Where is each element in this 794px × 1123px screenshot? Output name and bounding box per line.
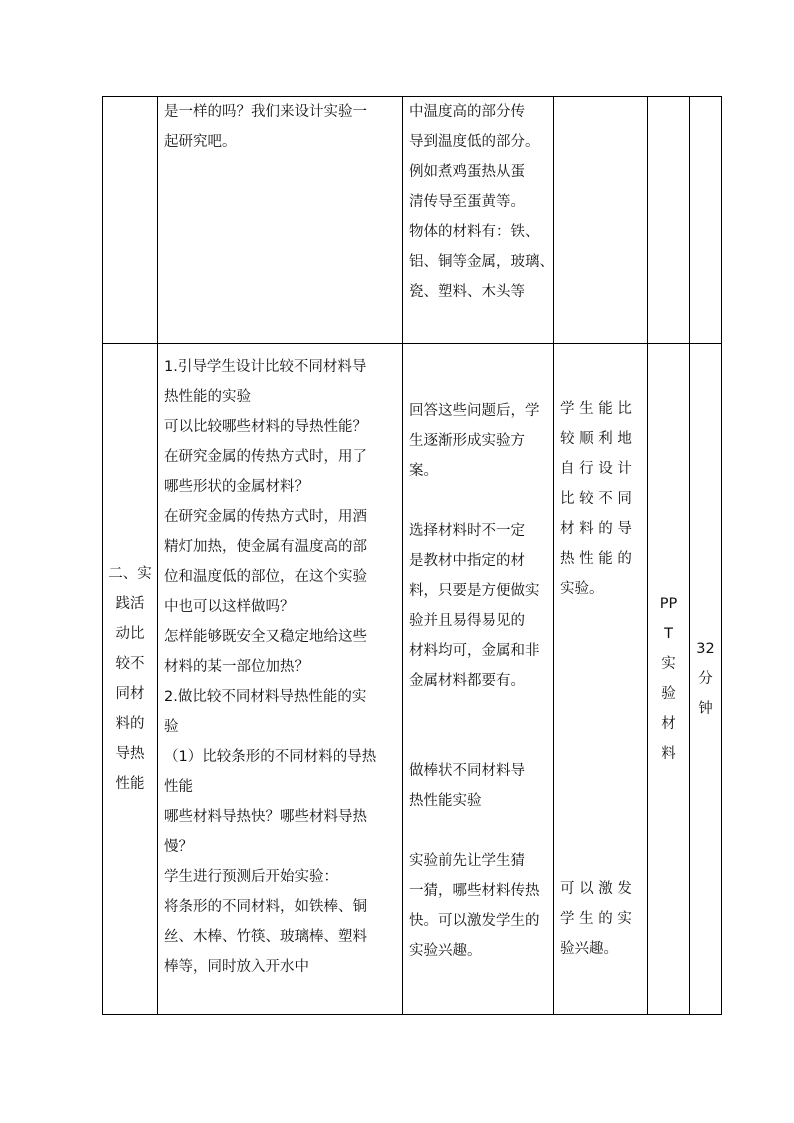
student-activity-line: 实验兴趣。: [409, 943, 482, 959]
table-row: [103, 344, 722, 1015]
procedure-text-line: 1.引导学生设计比较不同材料导: [164, 359, 367, 375]
student-activity-line: 热性能实验: [409, 793, 482, 809]
procedure-text-line: 慢？: [164, 839, 193, 855]
time-line: 32: [696, 641, 715, 657]
procedure-text-line: 在研究金属的传热方式时，用酒: [164, 509, 367, 525]
procedure-text-line: 哪些形状的金属材料？: [164, 479, 309, 495]
procedure-text-line: （1）比较条形的不同材料的导热: [164, 749, 377, 765]
procedure-text-line: 热性能的实验: [164, 389, 251, 405]
procedure-cell: [158, 344, 403, 1015]
intent-cell: [554, 344, 648, 1015]
design-intent-line: 自 行 设 计: [560, 461, 632, 477]
design-intent-line: 材 料 的 导: [560, 521, 632, 537]
student-activity-line: 金属材料都要有。: [409, 673, 525, 689]
student-activity-line: 瓷、塑料、木头等: [409, 284, 525, 300]
procedure-text-line: 起研究吧。: [164, 134, 237, 150]
lesson-plan-table: [102, 96, 722, 1015]
stage-title-line: 较不: [115, 656, 145, 672]
procedure-text-line: 性能: [164, 779, 193, 795]
stage-title-line: 动比: [115, 626, 145, 642]
procedure-text-line: 丝、木棒、竹筷、玻璃棒、塑料: [164, 929, 367, 945]
design-intent-line: 学 生 的 实: [560, 911, 632, 927]
student-activity-line: 选择材料时不一定: [409, 523, 525, 539]
student-activity-line: 回答这些问题后，学: [409, 403, 540, 419]
procedure-text-line: 可以比较哪些材料的导热性能？: [164, 419, 367, 435]
stage-cell: [103, 97, 158, 344]
procedure-text-line: 怎样能够既安全又稳定地给这些: [164, 629, 367, 645]
design-intent-line: 验兴趣。: [560, 941, 618, 957]
stage-title-line: 同材: [115, 686, 145, 702]
procedure-text-line: 哪些材料导热快？哪些材料导热: [164, 809, 367, 825]
resource-line: 料: [661, 746, 676, 762]
time-line: 钟: [698, 701, 713, 717]
table-row: [103, 97, 722, 344]
procedure-text-line: 中也可以这样做吗？: [164, 599, 295, 615]
procedure-text-line: 精灯加热，使金属有温度高的部: [164, 539, 367, 555]
design-intent-line: 比 较 不 同: [560, 491, 632, 507]
procedure-text-line: 是一样的吗？我们来设计实验一: [164, 104, 367, 120]
stage-title-line: 导热: [115, 746, 145, 762]
design-intent-line: 学 生 能 比: [560, 401, 632, 417]
student-activity-line: 实验前先让学生猜: [409, 853, 525, 869]
student-activity-line: 物体的材料有：铁、: [409, 224, 540, 240]
student-activity-line: 导到温度低的部分。: [409, 134, 540, 150]
procedure-text-line: 将条形的不同材料，如铁棒、铜: [164, 899, 367, 915]
student-activity-line: 铝、铜等金属，玻璃、: [409, 254, 554, 270]
resource-line: 材: [661, 716, 676, 732]
student-activity-line: 快。可以激发学生的: [409, 913, 540, 929]
procedure-text-line: 位和温度低的部位，在这个实验: [164, 569, 367, 585]
student-activity-cell: [403, 97, 554, 344]
resource-cell: [648, 97, 690, 344]
time-cell: [690, 97, 722, 344]
time-line: 分: [698, 671, 713, 687]
stage-cell: [103, 344, 158, 1015]
resource-line: 验: [661, 686, 676, 702]
stage-title-line: 践活: [115, 596, 145, 612]
stage-title-line: 二、实: [108, 566, 152, 582]
student-activity-line: 中温度高的部分传: [409, 104, 525, 120]
student-activity-cell: [403, 344, 554, 1015]
intent-cell: [554, 97, 648, 344]
design-intent-line: 实验。: [560, 581, 604, 597]
design-intent-line: 较 顺 利 地: [560, 431, 632, 447]
time-cell: [690, 344, 722, 1015]
student-activity-line: 验并且易得易见的: [409, 613, 525, 629]
procedure-text-line: 学生进行预测后开始实验：: [164, 869, 338, 885]
procedure-cell: [158, 97, 403, 344]
procedure-text-line: 2.做比较不同材料导热性能的实: [164, 689, 367, 705]
stage-title-line: 料的: [115, 716, 145, 732]
procedure-text-line: 验: [164, 719, 179, 735]
resource-cell: [648, 344, 690, 1015]
procedure-text-line: 棒等，同时放入开水中: [164, 959, 309, 975]
procedure-text-line: 材料的某一部位加热？: [164, 659, 309, 675]
student-activity-line: 案。: [409, 463, 438, 479]
student-activity-line: 生逐渐形成实验方: [409, 433, 525, 449]
student-activity-line: 例如煮鸡蛋热从蛋: [409, 164, 525, 180]
resource-line: T: [664, 626, 673, 642]
stage-title-line: 性能: [115, 776, 145, 792]
design-intent-line: 热 性 能 的: [560, 551, 632, 567]
student-activity-line: 料，只要是方便做实: [409, 583, 540, 599]
student-activity-line: 是教材中指定的材: [409, 553, 525, 569]
student-activity-line: 清传导至蛋黄等。: [409, 194, 525, 210]
student-activity-line: 一猜，哪些材料传热: [409, 883, 540, 899]
student-activity-line: 做棒状不同材料导: [409, 763, 525, 779]
procedure-text-line: 在研究金属的传热方式时，用了: [164, 449, 367, 465]
design-intent-line: 可 以 激 发: [560, 881, 632, 897]
resource-line: PP: [659, 596, 678, 612]
resource-line: 实: [661, 656, 676, 672]
student-activity-line: 材料均可，金属和非: [409, 643, 540, 659]
